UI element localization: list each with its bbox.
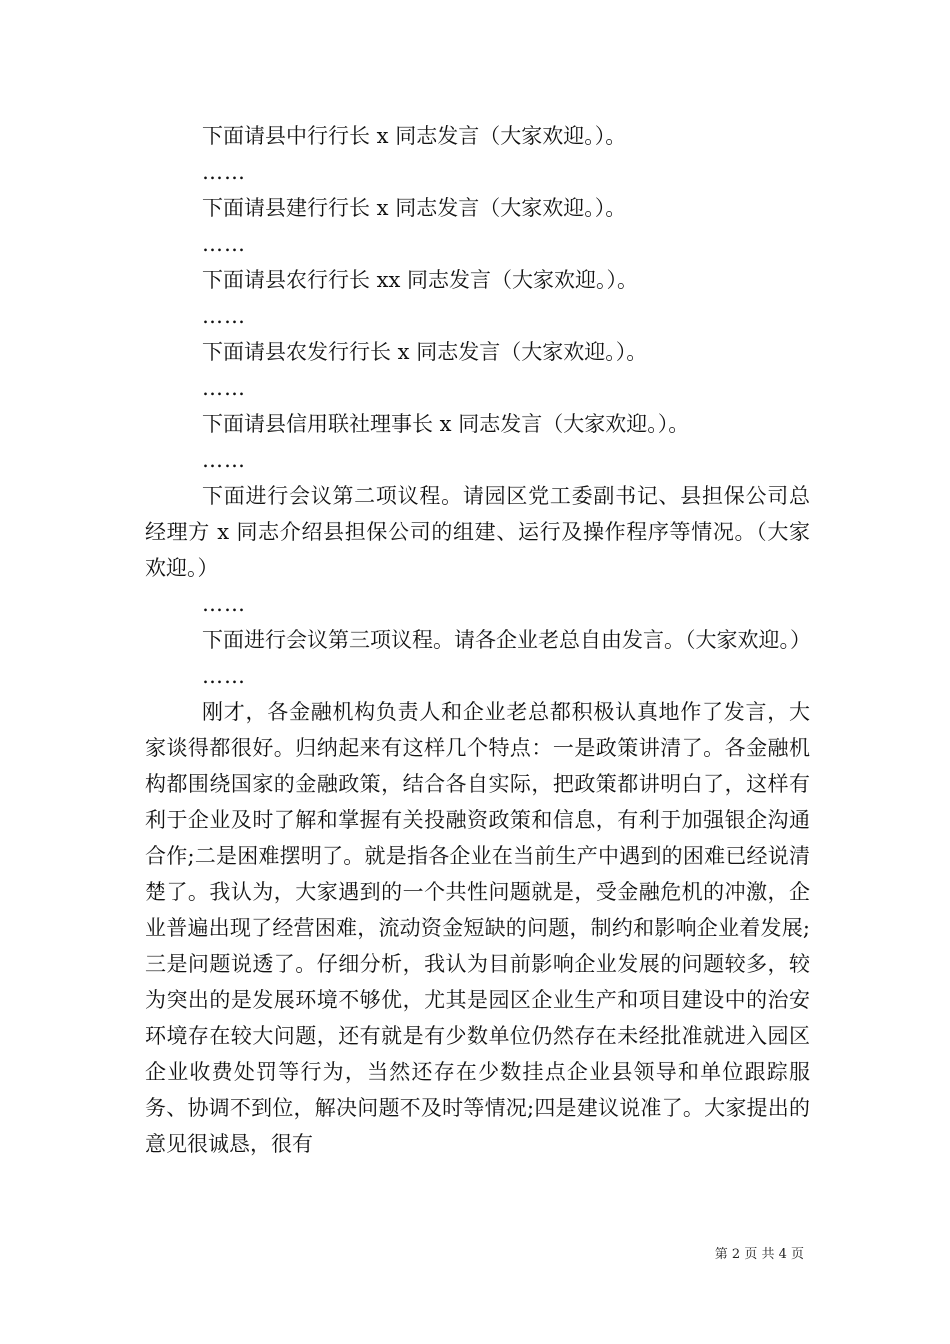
body-paragraph: 下面请县信用联社理事长 x 同志发言（大家欢迎。）。: [202, 412, 690, 436]
body-paragraph: 下面进行会议第三项议程。请各企业老总自由发言。（大家欢迎。）: [202, 628, 811, 652]
ellipsis-separator: ……: [202, 376, 246, 400]
body-paragraph: 刚才，各金融机构负责人和企业老总都积极认真地作了发言，大家谈得都很好。归纳起来有这样几个特点：一是政策讲清了。各金融机构都围绕国家的金融政策，结合各自实际，把政策都讲明白了，这样有利于企业及时了解和掌握有关投融资政策和信息，有利于加强银企沟通合作;二是困难摆明了。就是指各企业在当前生产中遇到的困难已经说清楚了。我认为，大家遇到的一个共性问题就是，受金融危机的冲激，企业普遍出现了经营困难，流动资金短缺的问题，制约和影响企业着发展;三是问题说透了。仔细分析，我认为目前影响企业发展的问题较多，较为突出的是发展环境不够优，尤其是园区企业生产和项目建设中的治安环境存在较大问题，还有就是有少数单位仍然存在未经批准就进入园区企业收费处罚等行为，当然还存在少数挂点企业县领导和单位跟踪服务、协调不到位，解决问题不及时等情况;四是建议说准了。大家提出的意见很诚恳，很有: [145, 700, 810, 1156]
document-body: [145, 118, 810, 1162]
ellipsis-separator: ……: [202, 448, 246, 472]
body-paragraph: 下面请县农发行行长 x 同志发言（大家欢迎。）。: [202, 340, 648, 364]
body-paragraph: 下面请县建行行长 x 同志发言（大家欢迎。）。: [202, 196, 627, 220]
ellipsis-separator: ……: [202, 232, 246, 256]
body-paragraph: 下面请县农行行长 xx 同志发言（大家欢迎。）。: [202, 268, 639, 292]
ellipsis-separator: ……: [202, 664, 246, 688]
ellipsis-separator: ……: [202, 592, 246, 616]
page-number-footer: 第 2 页 共 4 页: [714, 1247, 804, 1262]
body-paragraph: 下面进行会议第二项议程。请园区党工委副书记、县担保公司总经理方 x 同志介绍县担保公司的组建、运行及操作程序等情况。（大家欢迎。）: [145, 484, 810, 580]
body-paragraph: 下面请县中行行长 x 同志发言（大家欢迎。）。: [202, 124, 627, 148]
ellipsis-separator: ……: [202, 304, 246, 328]
ellipsis-separator: ……: [202, 160, 246, 184]
